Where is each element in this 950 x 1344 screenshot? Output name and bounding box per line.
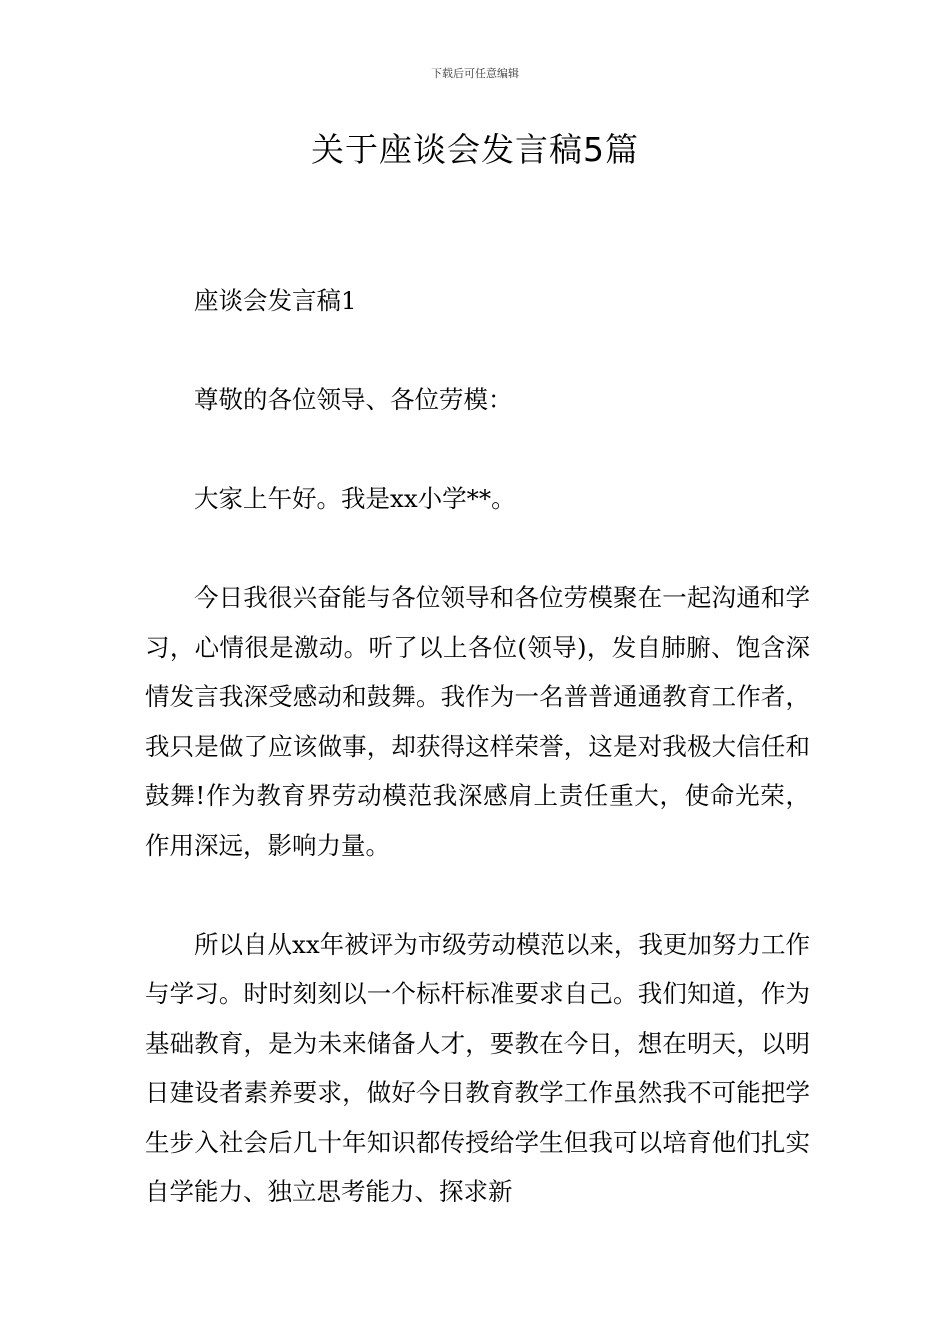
greeting-paragraph: 大家上午好。我是xx小学**。 <box>194 484 516 513</box>
document-title: 关于座谈会发言稿5篇 <box>311 130 639 169</box>
body-paragraph-1: 今日我很兴奋能与各位领导和各位劳模聚在一起沟通和学习，心情很是激动。听了以上各位(领导)，发自肺腑、饱含深情发言我深受感动和鼓舞。我作为一名普普通通教育工作者，我只是做了应该做事，却获得这样荣誉，这是对我极大信任和鼓舞!作为教育界劳动模范我深感肩上责任重大，使命光荣，作用深远，影响力量。 <box>145 583 810 860</box>
salutation-paragraph: 尊敬的各位领导、各位劳模： <box>194 385 513 414</box>
document-body <box>145 276 810 1217</box>
body-paragraph-2: 所以自从xx年被评为市级劳动模范以来，我更加努力工作与学习。时时刻刻以一个标杆标准要求自己。我们知道，作为基础教育，是为未来储备人才，要教在今日，想在明天，以明日建设者素养要求，做好今日教育教学工作虽然我不可能把学生步入社会后几十年知识都传授给学生但我可以培育他们扎实自学能力、独立思考能力、探求新 <box>145 929 810 1206</box>
header-note: 下载后可任意编辑 <box>431 67 519 80</box>
section-heading: 座谈会发言稿1 <box>194 286 357 315</box>
